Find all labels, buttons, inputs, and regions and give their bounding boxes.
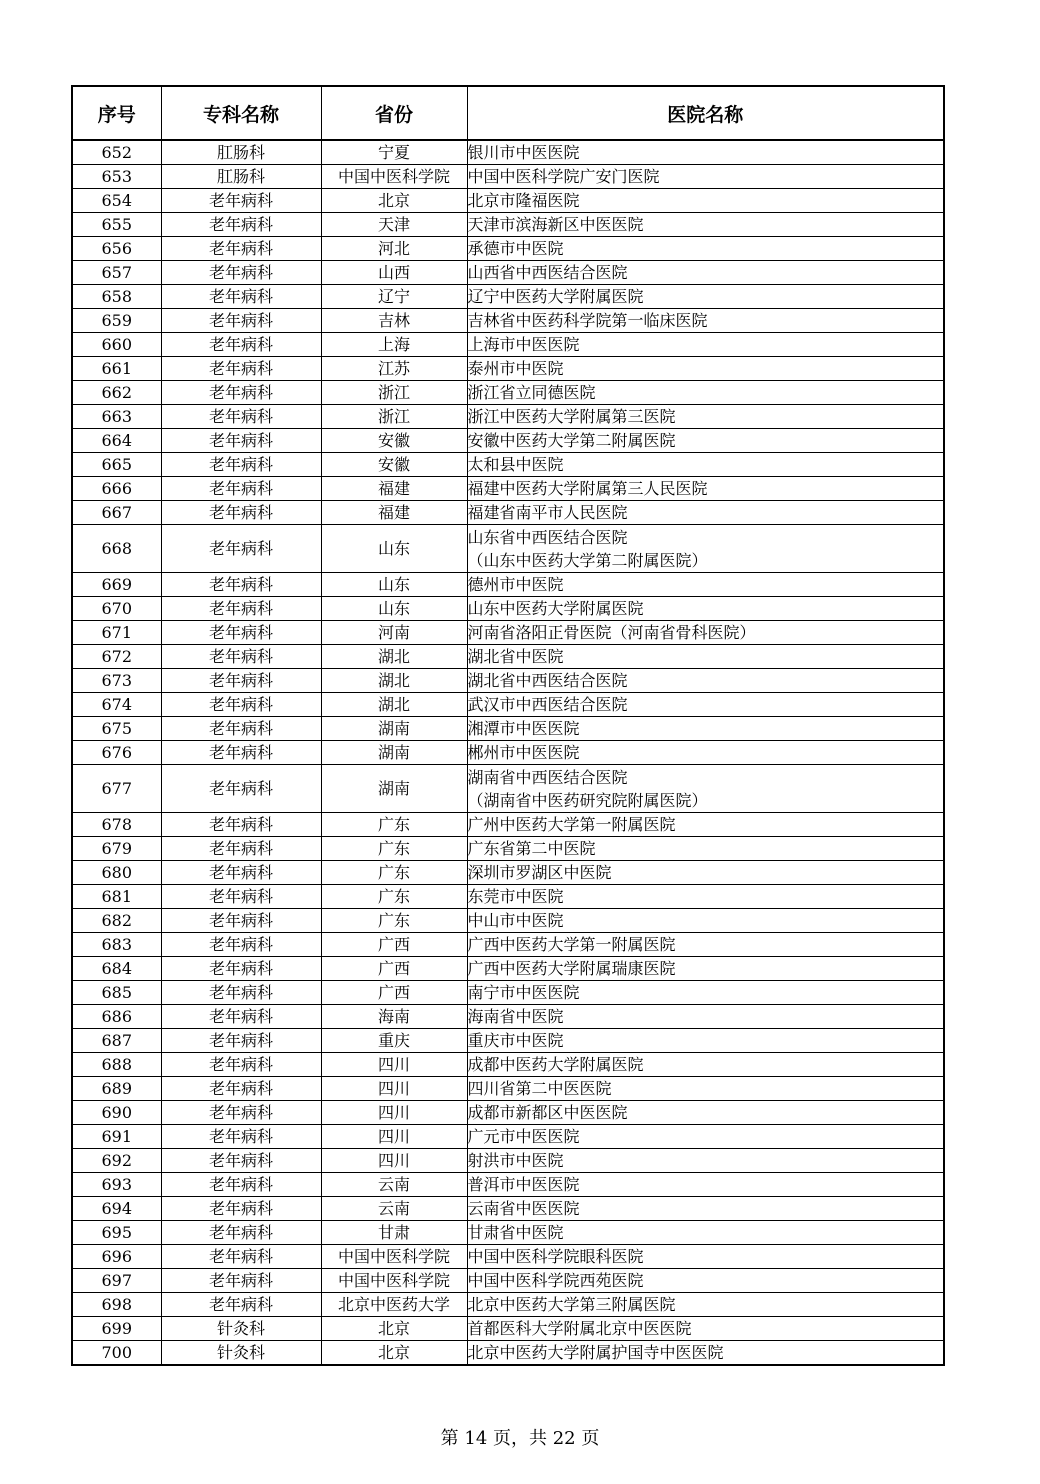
header-province: 省份: [321, 86, 467, 140]
cell-province: 广西: [321, 933, 467, 957]
table-row: [72, 1005, 944, 1029]
cell-province: 湖北: [321, 693, 467, 717]
cell-index: 690: [72, 1101, 161, 1125]
header-row: [72, 86, 944, 140]
cell-province: 云南: [321, 1173, 467, 1197]
cell-index: 684: [72, 957, 161, 981]
cell-index: 661: [72, 357, 161, 381]
cell-index: 691: [72, 1125, 161, 1149]
cell-province: 福建: [321, 477, 467, 501]
cell-specialty: 老年病科: [161, 1197, 321, 1221]
cell-hospital: 东莞市中医院: [467, 885, 944, 909]
cell-province: 安徽: [321, 453, 467, 477]
cell-index: 693: [72, 1173, 161, 1197]
cell-hospital: 成都中医药大学附属医院: [467, 1053, 944, 1077]
table-row: [72, 861, 944, 885]
cell-specialty: 针灸科: [161, 1341, 321, 1366]
table-row: [72, 885, 944, 909]
cell-index: 668: [72, 525, 161, 573]
cell-hospital: 河南省洛阳正骨医院（河南省骨科医院）: [467, 621, 944, 645]
cell-province: 中国中医科学院: [321, 1269, 467, 1293]
cell-specialty: 老年病科: [161, 837, 321, 861]
cell-province: 湖北: [321, 669, 467, 693]
cell-specialty: 老年病科: [161, 405, 321, 429]
cell-province: 湖北: [321, 645, 467, 669]
cell-province: 四川: [321, 1053, 467, 1077]
cell-province: 北京: [321, 189, 467, 213]
cell-hospital: 广西中医药大学附属瑞康医院: [467, 957, 944, 981]
cell-specialty: 老年病科: [161, 861, 321, 885]
table-row: [72, 1245, 944, 1269]
cell-index: 664: [72, 429, 161, 453]
cell-index: 698: [72, 1293, 161, 1317]
cell-specialty: 老年病科: [161, 429, 321, 453]
cell-hospital: 武汉市中西医结合医院: [467, 693, 944, 717]
cell-hospital: 中国中医科学院广安门医院: [467, 165, 944, 189]
cell-province: 重庆: [321, 1029, 467, 1053]
cell-hospital: 甘肃省中医院: [467, 1221, 944, 1245]
cell-hospital: 福建省南平市人民医院: [467, 501, 944, 525]
cell-province: 云南: [321, 1197, 467, 1221]
cell-specialty: 老年病科: [161, 717, 321, 741]
table-row: [72, 501, 944, 525]
cell-index: 655: [72, 213, 161, 237]
cell-province: 宁夏: [321, 140, 467, 165]
cell-hospital: 山东省中西医结合医院 （山东中医药大学第二附属医院）: [467, 525, 944, 573]
table-row: [72, 1101, 944, 1125]
table-row: [72, 1077, 944, 1101]
page-footer: 第 14 页，共 22 页: [440, 1428, 600, 1449]
cell-hospital: 北京中医药大学附属护国寺中医医院: [467, 1341, 944, 1366]
cell-specialty: 老年病科: [161, 765, 321, 813]
cell-province: 河南: [321, 621, 467, 645]
table-row: [72, 405, 944, 429]
table-row: [72, 357, 944, 381]
table-row: [72, 309, 944, 333]
table-row: [72, 1173, 944, 1197]
cell-index: 652: [72, 140, 161, 165]
hospital-table: [71, 85, 945, 1366]
cell-index: 680: [72, 861, 161, 885]
cell-index: 657: [72, 261, 161, 285]
cell-hospital: 深圳市罗湖区中医院: [467, 861, 944, 885]
cell-specialty: 老年病科: [161, 477, 321, 501]
cell-province: 北京中医药大学: [321, 1293, 467, 1317]
cell-specialty: 老年病科: [161, 1077, 321, 1101]
cell-index: 674: [72, 693, 161, 717]
cell-specialty: 针灸科: [161, 1317, 321, 1341]
cell-hospital: 云南省中医医院: [467, 1197, 944, 1221]
table-row: [72, 213, 944, 237]
table-body: [72, 140, 944, 1365]
cell-index: 673: [72, 669, 161, 693]
table-row: [72, 333, 944, 357]
table-row: [72, 1317, 944, 1341]
cell-hospital: 太和县中医院: [467, 453, 944, 477]
cell-specialty: 老年病科: [161, 693, 321, 717]
cell-index: 696: [72, 1245, 161, 1269]
cell-specialty: 老年病科: [161, 1173, 321, 1197]
cell-hospital: 浙江中医药大学附属第三医院: [467, 405, 944, 429]
table-row: [72, 285, 944, 309]
table-row: [72, 1293, 944, 1317]
cell-index: 667: [72, 501, 161, 525]
cell-hospital: 泰州市中医院: [467, 357, 944, 381]
table-row: [72, 1053, 944, 1077]
cell-hospital: 天津市滨海新区中医医院: [467, 213, 944, 237]
cell-specialty: 老年病科: [161, 981, 321, 1005]
table-row: [72, 237, 944, 261]
cell-province: 广西: [321, 981, 467, 1005]
cell-index: 662: [72, 381, 161, 405]
cell-province: 河北: [321, 237, 467, 261]
cell-specialty: 老年病科: [161, 453, 321, 477]
cell-province: 吉林: [321, 309, 467, 333]
cell-hospital: 承德市中医院: [467, 237, 944, 261]
table-row: [72, 140, 944, 165]
cell-index: 659: [72, 309, 161, 333]
cell-province: 湖南: [321, 741, 467, 765]
cell-province: 山东: [321, 525, 467, 573]
cell-province: 福建: [321, 501, 467, 525]
cell-index: 672: [72, 645, 161, 669]
cell-index: 656: [72, 237, 161, 261]
cell-specialty: 老年病科: [161, 1269, 321, 1293]
cell-hospital: 德州市中医院: [467, 573, 944, 597]
table-row: [72, 477, 944, 501]
cell-specialty: 老年病科: [161, 1101, 321, 1125]
cell-specialty: 老年病科: [161, 573, 321, 597]
cell-hospital: 银川市中医医院: [467, 140, 944, 165]
cell-index: 671: [72, 621, 161, 645]
cell-specialty: 老年病科: [161, 933, 321, 957]
table-row: [72, 1341, 944, 1366]
cell-hospital: 山东中医药大学附属医院: [467, 597, 944, 621]
cell-specialty: 肛肠科: [161, 140, 321, 165]
cell-hospital: 中山市中医院: [467, 909, 944, 933]
table-row: [72, 933, 944, 957]
cell-specialty: 老年病科: [161, 333, 321, 357]
cell-specialty: 老年病科: [161, 645, 321, 669]
header-specialty: 专科名称: [161, 86, 321, 140]
cell-province: 浙江: [321, 381, 467, 405]
table-row: [72, 1221, 944, 1245]
table-row: [72, 717, 944, 741]
cell-hospital: 射洪市中医院: [467, 1149, 944, 1173]
cell-specialty: 老年病科: [161, 957, 321, 981]
cell-specialty: 老年病科: [161, 1245, 321, 1269]
cell-index: 700: [72, 1341, 161, 1366]
cell-province: 海南: [321, 1005, 467, 1029]
table-row: [72, 1029, 944, 1053]
cell-hospital: 上海市中医医院: [467, 333, 944, 357]
cell-index: 685: [72, 981, 161, 1005]
cell-hospital: 北京市隆福医院: [467, 189, 944, 213]
cell-index: 666: [72, 477, 161, 501]
cell-specialty: 老年病科: [161, 1221, 321, 1245]
cell-province: 安徽: [321, 429, 467, 453]
cell-specialty: 老年病科: [161, 1293, 321, 1317]
cell-specialty: 老年病科: [161, 741, 321, 765]
cell-hospital: 湖北省中西医结合医院: [467, 669, 944, 693]
cell-index: 694: [72, 1197, 161, 1221]
cell-index: 654: [72, 189, 161, 213]
cell-province: 浙江: [321, 405, 467, 429]
cell-province: 江苏: [321, 357, 467, 381]
cell-index: 692: [72, 1149, 161, 1173]
cell-specialty: 老年病科: [161, 309, 321, 333]
cell-hospital: 湖北省中医院: [467, 645, 944, 669]
cell-province: 广东: [321, 909, 467, 933]
cell-specialty: 老年病科: [161, 285, 321, 309]
cell-province: 辽宁: [321, 285, 467, 309]
table-row: [72, 621, 944, 645]
cell-index: 678: [72, 813, 161, 837]
cell-province: 山西: [321, 261, 467, 285]
cell-index: 669: [72, 573, 161, 597]
table-row: [72, 165, 944, 189]
table-row: [72, 909, 944, 933]
cell-index: 688: [72, 1053, 161, 1077]
table-row: [72, 813, 944, 837]
table-row: [72, 189, 944, 213]
cell-hospital: 湖南省中西医结合医院 （湖南省中医药研究院附属医院）: [467, 765, 944, 813]
cell-hospital: 浙江省立同德医院: [467, 381, 944, 405]
cell-province: 湖南: [321, 717, 467, 741]
cell-hospital: 南宁市中医医院: [467, 981, 944, 1005]
cell-hospital: 郴州市中医医院: [467, 741, 944, 765]
cell-index: 653: [72, 165, 161, 189]
cell-hospital: 四川省第二中医医院: [467, 1077, 944, 1101]
cell-specialty: 老年病科: [161, 1125, 321, 1149]
cell-specialty: 肛肠科: [161, 165, 321, 189]
cell-specialty: 老年病科: [161, 1053, 321, 1077]
cell-province: 广东: [321, 837, 467, 861]
cell-province: 天津: [321, 213, 467, 237]
cell-index: 679: [72, 837, 161, 861]
table-row: [72, 525, 944, 573]
cell-hospital: 重庆市中医院: [467, 1029, 944, 1053]
cell-province: 广东: [321, 861, 467, 885]
cell-index: 689: [72, 1077, 161, 1101]
cell-specialty: 老年病科: [161, 189, 321, 213]
cell-specialty: 老年病科: [161, 669, 321, 693]
cell-province: 四川: [321, 1077, 467, 1101]
cell-specialty: 老年病科: [161, 381, 321, 405]
cell-index: 687: [72, 1029, 161, 1053]
cell-hospital: 广东省第二中医院: [467, 837, 944, 861]
cell-index: 665: [72, 453, 161, 477]
cell-index: 697: [72, 1269, 161, 1293]
table-row: [72, 453, 944, 477]
table-row: [72, 381, 944, 405]
table-row: [72, 741, 944, 765]
cell-hospital: 辽宁中医药大学附属医院: [467, 285, 944, 309]
cell-province: 甘肃: [321, 1221, 467, 1245]
cell-hospital: 成都市新都区中医医院: [467, 1101, 944, 1125]
table-row: [72, 261, 944, 285]
cell-index: 670: [72, 597, 161, 621]
cell-index: 682: [72, 909, 161, 933]
cell-province: 广西: [321, 957, 467, 981]
cell-province: 北京: [321, 1341, 467, 1366]
cell-specialty: 老年病科: [161, 501, 321, 525]
cell-province: 四川: [321, 1125, 467, 1149]
cell-index: 686: [72, 1005, 161, 1029]
cell-hospital: 山西省中西医结合医院: [467, 261, 944, 285]
cell-specialty: 老年病科: [161, 237, 321, 261]
cell-specialty: 老年病科: [161, 1005, 321, 1029]
cell-index: 675: [72, 717, 161, 741]
table-row: [72, 1269, 944, 1293]
table-row: [72, 429, 944, 453]
table-row: [72, 693, 944, 717]
table-row: [72, 765, 944, 813]
cell-specialty: 老年病科: [161, 909, 321, 933]
header-hospital: 医院名称: [467, 86, 944, 140]
cell-index: 677: [72, 765, 161, 813]
table-row: [72, 573, 944, 597]
cell-index: 681: [72, 885, 161, 909]
table-row: [72, 1197, 944, 1221]
cell-specialty: 老年病科: [161, 261, 321, 285]
cell-hospital: 海南省中医院: [467, 1005, 944, 1029]
cell-province: 山东: [321, 597, 467, 621]
table-row: [72, 645, 944, 669]
cell-hospital: 中国中医科学院眼科医院: [467, 1245, 944, 1269]
table-row: [72, 1125, 944, 1149]
cell-hospital: 北京中医药大学第三附属医院: [467, 1293, 944, 1317]
cell-index: 676: [72, 741, 161, 765]
table-row: [72, 669, 944, 693]
cell-specialty: 老年病科: [161, 1149, 321, 1173]
cell-specialty: 老年病科: [161, 597, 321, 621]
table-row: [72, 837, 944, 861]
table-row: [72, 597, 944, 621]
cell-specialty: 老年病科: [161, 885, 321, 909]
cell-province: 山东: [321, 573, 467, 597]
cell-specialty: 老年病科: [161, 525, 321, 573]
cell-hospital: 广西中医药大学第一附属医院: [467, 933, 944, 957]
header-index: 序号: [72, 86, 161, 140]
cell-specialty: 老年病科: [161, 1029, 321, 1053]
table-row: [72, 1149, 944, 1173]
cell-province: 湖南: [321, 765, 467, 813]
table-row: [72, 957, 944, 981]
cell-hospital: 广元市中医医院: [467, 1125, 944, 1149]
cell-province: 广东: [321, 885, 467, 909]
cell-hospital: 湘潭市中医医院: [467, 717, 944, 741]
cell-hospital: 福建中医药大学附属第三人民医院: [467, 477, 944, 501]
cell-index: 658: [72, 285, 161, 309]
cell-specialty: 老年病科: [161, 621, 321, 645]
cell-specialty: 老年病科: [161, 213, 321, 237]
cell-index: 683: [72, 933, 161, 957]
cell-province: 广东: [321, 813, 467, 837]
table-row: [72, 981, 944, 1005]
cell-province: 北京: [321, 1317, 467, 1341]
cell-hospital: 安徽中医药大学第二附属医院: [467, 429, 944, 453]
cell-index: 699: [72, 1317, 161, 1341]
cell-hospital: 中国中医科学院西苑医院: [467, 1269, 944, 1293]
cell-province: 中国中医科学院: [321, 1245, 467, 1269]
cell-index: 663: [72, 405, 161, 429]
cell-province: 中国中医科学院: [321, 165, 467, 189]
cell-hospital: 首都医科大学附属北京中医医院: [467, 1317, 944, 1341]
cell-province: 上海: [321, 333, 467, 357]
cell-province: 四川: [321, 1149, 467, 1173]
cell-specialty: 老年病科: [161, 813, 321, 837]
cell-index: 660: [72, 333, 161, 357]
cell-province: 四川: [321, 1101, 467, 1125]
cell-hospital: 普洱市中医医院: [467, 1173, 944, 1197]
cell-index: 695: [72, 1221, 161, 1245]
cell-specialty: 老年病科: [161, 357, 321, 381]
cell-hospital: 吉林省中医药科学院第一临床医院: [467, 309, 944, 333]
cell-hospital: 广州中医药大学第一附属医院: [467, 813, 944, 837]
